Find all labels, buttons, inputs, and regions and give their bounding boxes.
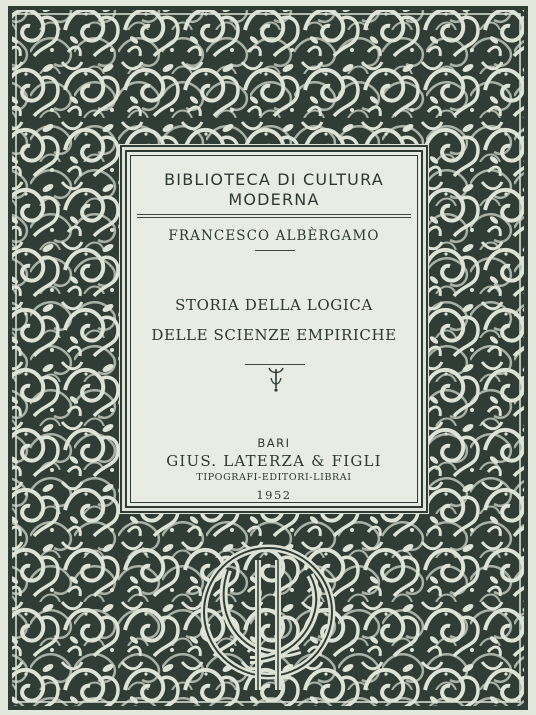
publisher-subtitle: TIPOGRAFI-EDITORI-LIBRAI <box>196 472 352 483</box>
author-name: FRANCESCO ALBÈRGAMO <box>168 228 380 244</box>
series-line-2: MODERNA <box>228 190 320 209</box>
publication-year: 1952 <box>256 488 292 502</box>
publisher-name: GIUS. LATERZA & FIGLI <box>166 452 382 470</box>
book-title <box>127 290 421 350</box>
lily-ornament-icon <box>251 364 301 394</box>
publication-place: BARI <box>257 436 291 450</box>
series-line-1: BIBLIOTECA DI CULTURA <box>164 170 384 189</box>
series-divider-inner <box>137 217 411 218</box>
series-title <box>127 170 421 210</box>
title-line-1: STORIA DELLA LOGICA <box>175 296 373 314</box>
author-rule <box>255 250 295 251</box>
title-line-2: DELLE SCIENZE EMPIRICHE <box>151 326 397 344</box>
title-panel <box>125 150 423 508</box>
series-divider <box>137 214 411 215</box>
